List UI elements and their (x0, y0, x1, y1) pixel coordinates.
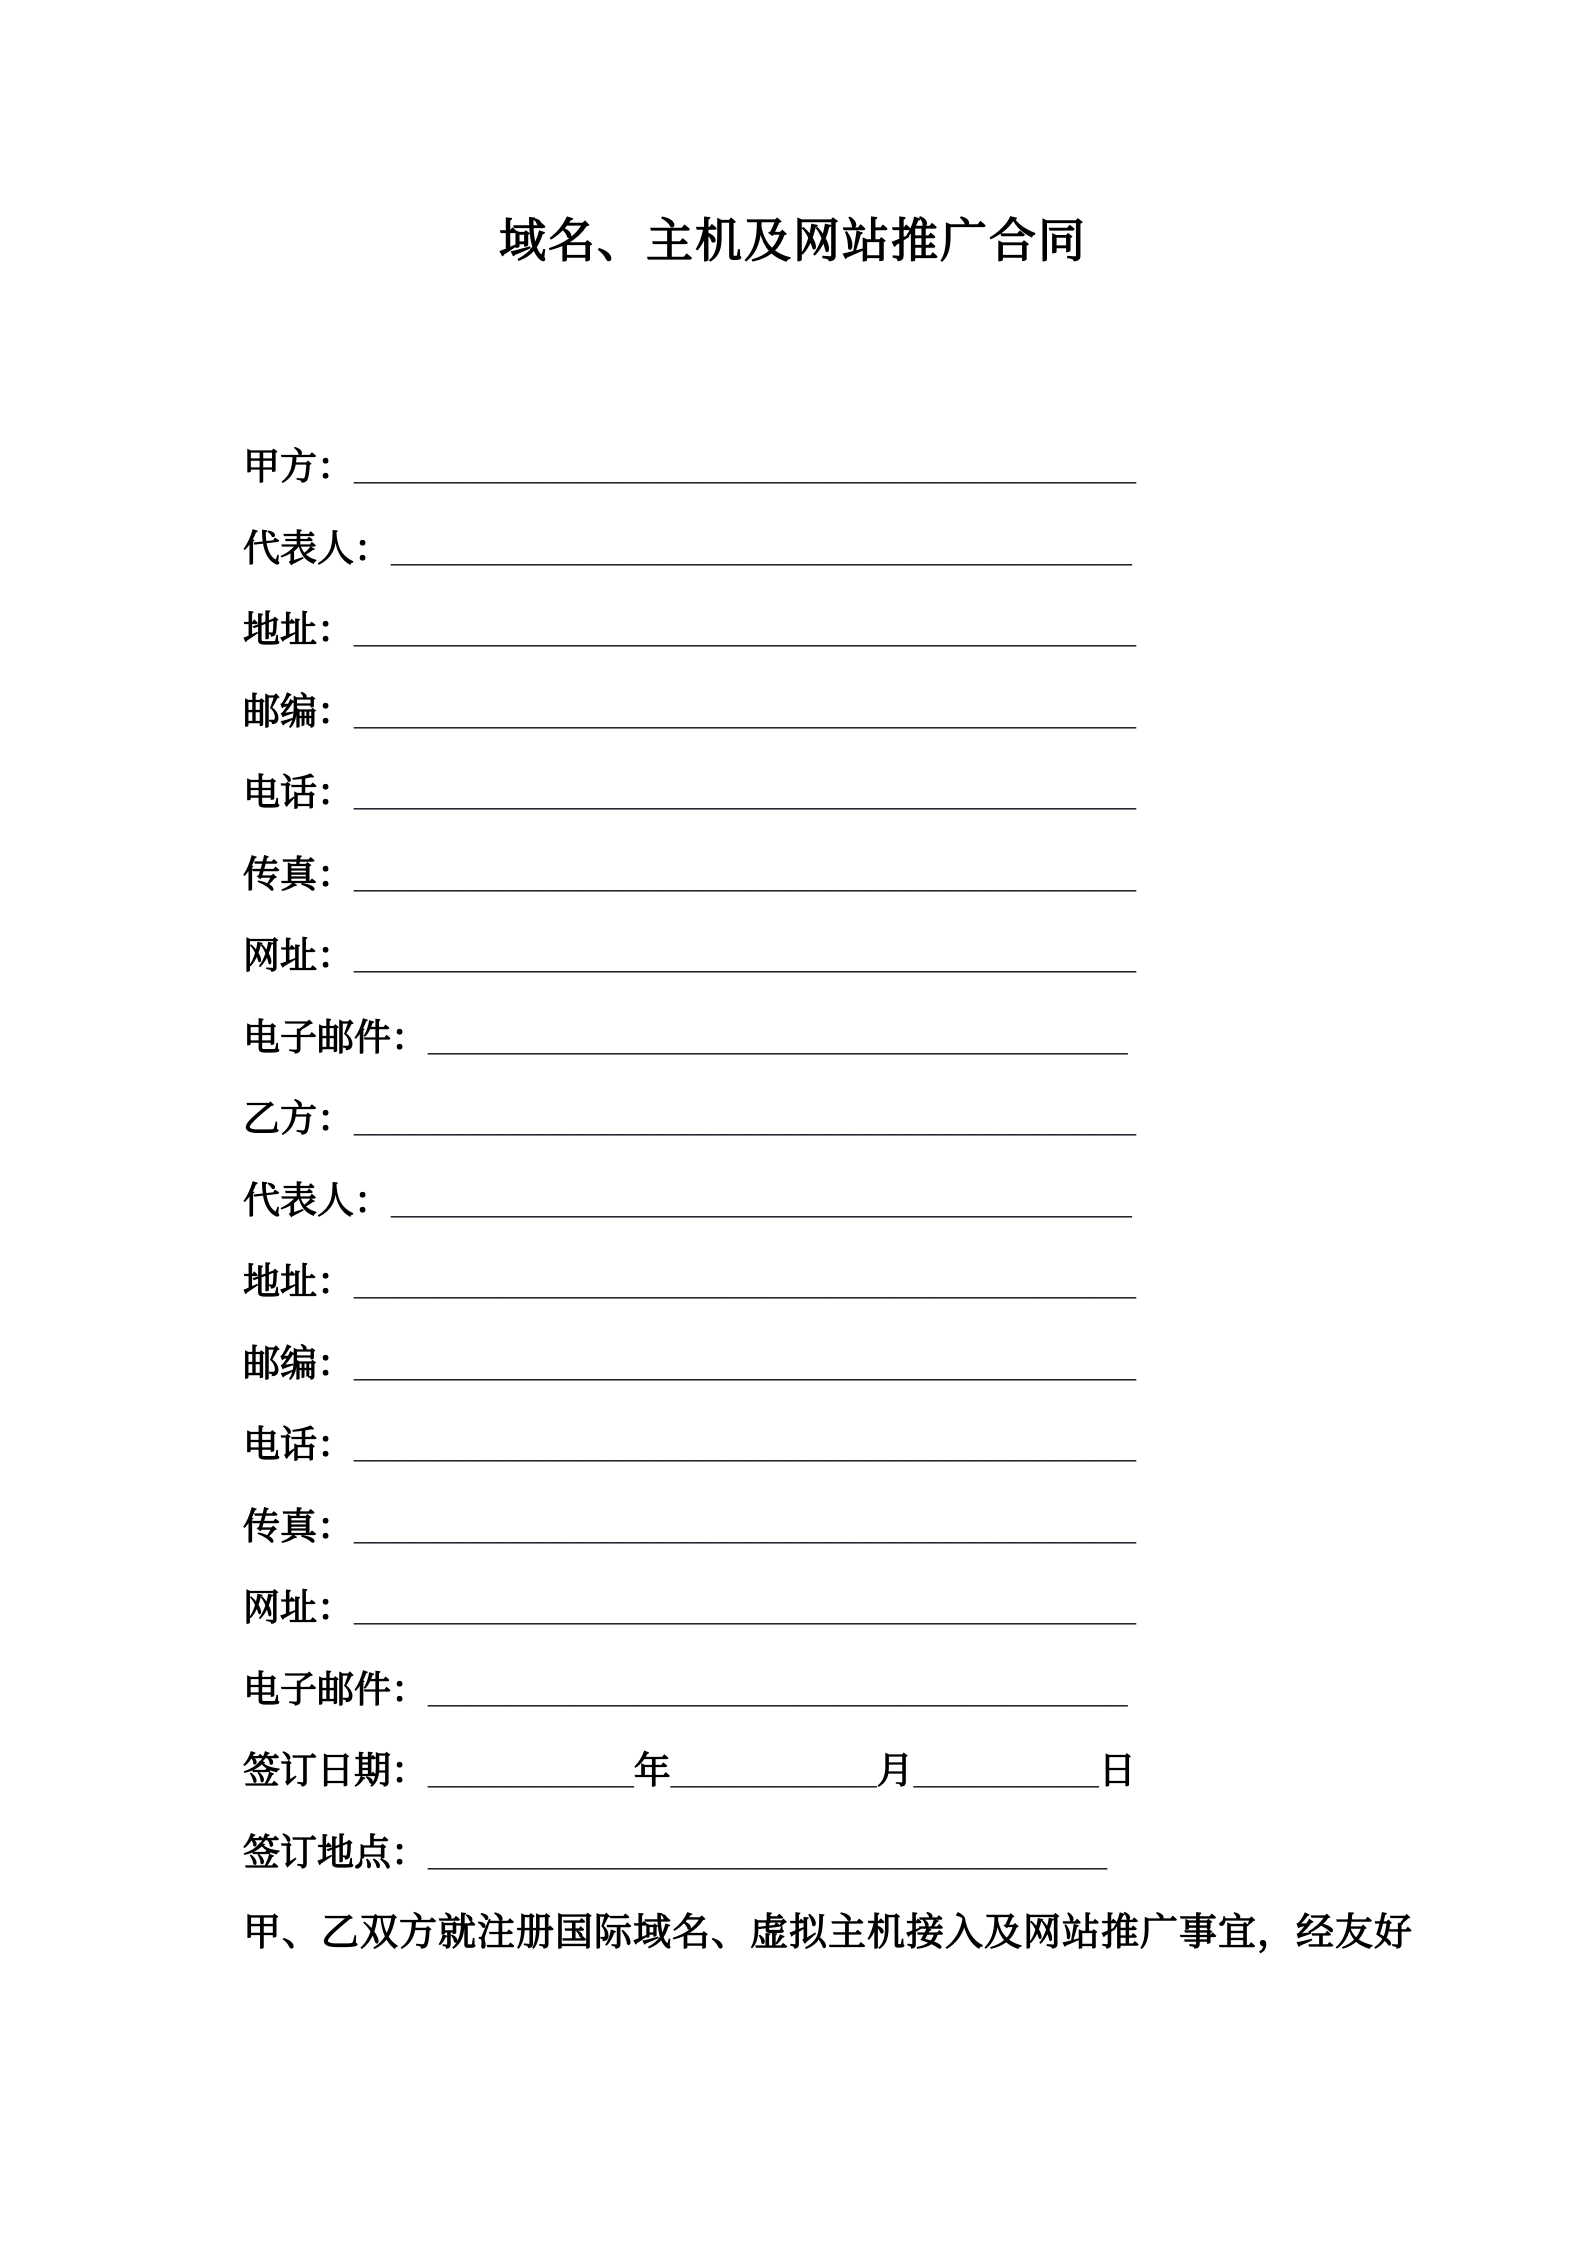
form-row (243, 1404, 1586, 1486)
form-row (243, 1567, 1586, 1649)
form-row (243, 426, 1586, 508)
field-blank-line[interactable]: ______________________________________ (354, 1261, 1136, 1302)
field-blank-line[interactable]: ______________________________________ (354, 853, 1136, 895)
field-blank-line[interactable]: ______________________________________ (354, 690, 1136, 732)
field-blank-line[interactable]: __________________________________ (428, 1016, 1128, 1058)
field-label: 地址： (243, 609, 354, 650)
form-row (243, 1323, 1586, 1405)
form-row (243, 508, 1586, 590)
sign-location-label: 签订地点： (243, 1831, 428, 1873)
form-row (243, 915, 1586, 997)
contract-body (243, 426, 1586, 1975)
field-blank-line[interactable]: __________________________________ (428, 1668, 1128, 1710)
page-title: 域名、主机及网站推广合同 (499, 214, 1087, 267)
field-label: 传真： (243, 1505, 354, 1547)
field-blank-line[interactable]: ______________________________________ (354, 1424, 1136, 1465)
form-row (243, 671, 1586, 753)
field-label: 电话： (243, 1424, 354, 1465)
field-label: 网址： (243, 1587, 354, 1628)
sign-date-label: 签订日期： (243, 1750, 428, 1791)
year-char: 年 (633, 1750, 671, 1791)
field-label: 传真： (243, 853, 354, 895)
form-row (243, 834, 1586, 916)
form-row (243, 1486, 1586, 1568)
field-blank-line[interactable]: ______________________________________ (354, 609, 1136, 650)
field-label: 乙方： (243, 1098, 354, 1139)
day-char: 日 (1098, 1750, 1136, 1791)
form-fields (243, 426, 1586, 1730)
field-label: 电子邮件： (243, 1668, 428, 1710)
field-label: 电话： (243, 772, 354, 813)
form-row (243, 1160, 1586, 1242)
field-label: 地址： (243, 1261, 354, 1302)
form-row (243, 752, 1586, 834)
field-label: 代表人： (243, 1179, 391, 1221)
sign-date-month-blank[interactable]: __________ (670, 1750, 877, 1791)
sign-location-row (243, 1812, 1586, 1894)
form-row (243, 1649, 1586, 1731)
intro-paragraph: 甲、乙双方就注册国际域名、虚拟主机接入及网站推广事宜，经友好 (243, 1912, 1414, 1954)
field-label: 甲方： (243, 446, 354, 487)
field-label: 邮编： (243, 690, 354, 732)
sign-date-row (243, 1730, 1586, 1812)
field-label: 网址： (243, 935, 354, 976)
field-blank-line[interactable]: ____________________________________ (391, 1179, 1132, 1221)
sign-location-blank-line[interactable]: _________________________________ (428, 1831, 1108, 1873)
form-row (243, 1241, 1586, 1323)
field-blank-line[interactable]: ____________________________________ (391, 527, 1132, 569)
field-blank-line[interactable]: ______________________________________ (354, 772, 1136, 813)
month-char: 月 (876, 1750, 914, 1791)
form-row (243, 997, 1586, 1079)
form-row (243, 1078, 1586, 1160)
field-blank-line[interactable]: ______________________________________ (354, 1505, 1136, 1547)
field-label: 电子邮件： (243, 1016, 428, 1058)
field-label: 代表人： (243, 527, 391, 569)
field-blank-line[interactable]: ______________________________________ (354, 1342, 1136, 1384)
field-label: 邮编： (243, 1342, 354, 1384)
sign-date-year-blank[interactable]: __________ (428, 1750, 634, 1791)
sign-date-day-blank[interactable]: _________ (913, 1750, 1099, 1791)
field-blank-line[interactable]: ______________________________________ (354, 1587, 1136, 1628)
field-blank-line[interactable]: ______________________________________ (354, 446, 1136, 487)
field-blank-line[interactable]: ______________________________________ (354, 935, 1136, 976)
field-blank-line[interactable]: ______________________________________ (354, 1098, 1136, 1139)
form-row (243, 589, 1586, 671)
